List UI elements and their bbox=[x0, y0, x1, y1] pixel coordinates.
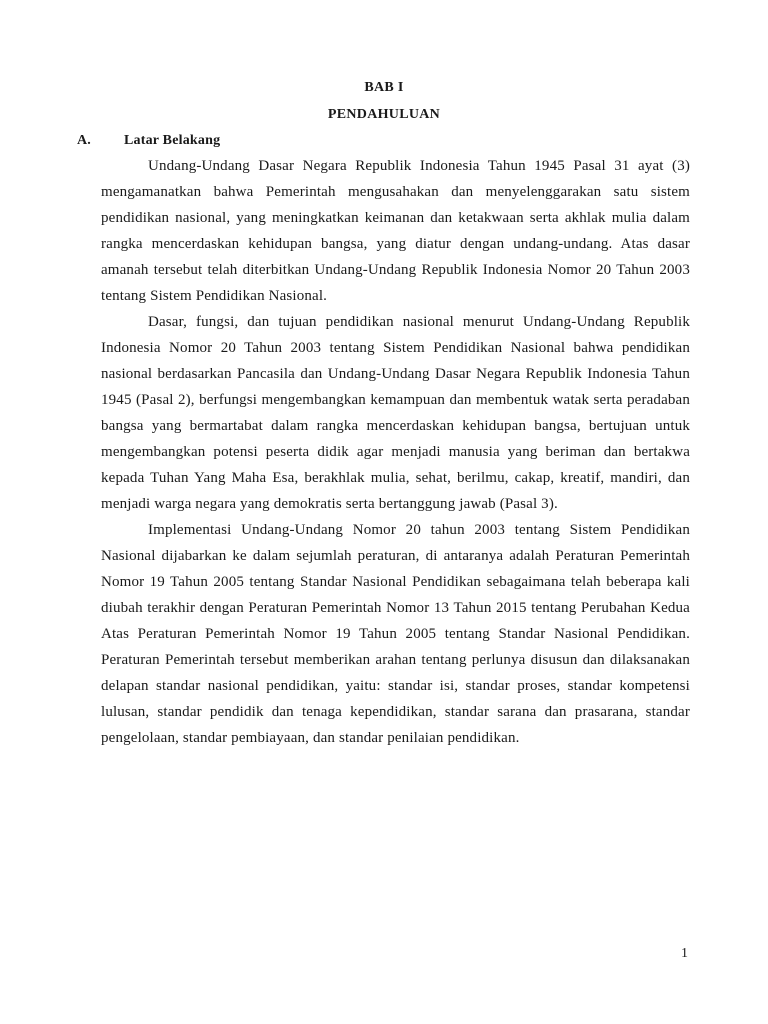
section-heading-text: Latar Belakang bbox=[124, 133, 221, 148]
chapter-title bbox=[0, 105, 768, 125]
section-letter: A. bbox=[77, 133, 92, 148]
paragraph-3: Implementasi Undang-Undang Nomor 20 tahun 2003 tentang Sistem Pendidikan Nasional dijabarkan ke dalam sejumlah peraturan, di antaranya adalah Peraturan Pemerintah Nomor 19 Tahun 2005 tentang Standar Nasional Pendidikan sebagaimana telah beberapa kali diubah terakhir dengan Peraturan Pemerintah Nomor 13 Tahun 2015 tentang Perubahan Kedua Atas Peraturan Pemerintah Nomor 19 Tahun 2005 tentang Standar Nasional Pendidikan. Peraturan Pemerintah tersebut memberikan arahan tentang perlunya disusun dan dilaksanakan delapan standar nasional pendidikan, yaitu: standar isi, standar proses, standar kompetensi lulusan, standar pendidik dan tenaga kependidikan, standar sarana dan prasarana, standar pengelolaan, standar pembiayaan, dan standar penilaian pendidikan. bbox=[101, 522, 690, 746]
paragraph-1: Undang-Undang Dasar Negara Republik Indonesia Tahun 1945 Pasal 31 ayat (3) mengamanatkan bahwa Pemerintah mengusahakan dan menyelenggarakan satu sistem pendidikan nasional, yang meningkatkan keimanan dan ketakwaan serta akhlak mulia dalam rangka mencerdaskan kehidupan bangsa, yang diatur dengan undang-undang. Atas dasar amanah tersebut telah diterbitkan Undang-Undang Republik Indonesia Nomor 20 Tahun 2003 tentang Sistem Pendidikan Nasional. bbox=[101, 158, 690, 304]
chapter-label bbox=[0, 78, 768, 98]
chapter-label-text: BAB I bbox=[364, 80, 404, 95]
body-text bbox=[101, 153, 690, 751]
paragraph-2: Dasar, fungsi, dan tujuan pendidikan nasional menurut Undang-Undang Republik Indonesia Nomor 20 Tahun 2003 tentang Sistem Pendidikan Nasional bahwa pendidikan nasional berdasarkan Pancasila dan Undang-Undang Dasar Negara Republik Indonesia Tahun 1945 (Pasal 2), berfungsi mengembangkan kemampuan dan membentuk watak serta peradaban bangsa yang bermartabat dalam rangka mencerdaskan kehidupan bangsa, bertujuan untuk mengembangkan potensi peserta didik agar menjadi manusia yang beriman dan bertakwa kepada Tuhan Yang Maha Esa, berakhlak mulia, sehat, berilmu, cakap, kreatif, mandiri, dan menjadi warga negara yang demokratis serta bertanggung jawab (Pasal 3). bbox=[101, 314, 690, 512]
chapter-title-text: PENDAHULUAN bbox=[327, 107, 441, 122]
page-number: 1 bbox=[681, 946, 688, 961]
section-heading bbox=[77, 131, 220, 151]
